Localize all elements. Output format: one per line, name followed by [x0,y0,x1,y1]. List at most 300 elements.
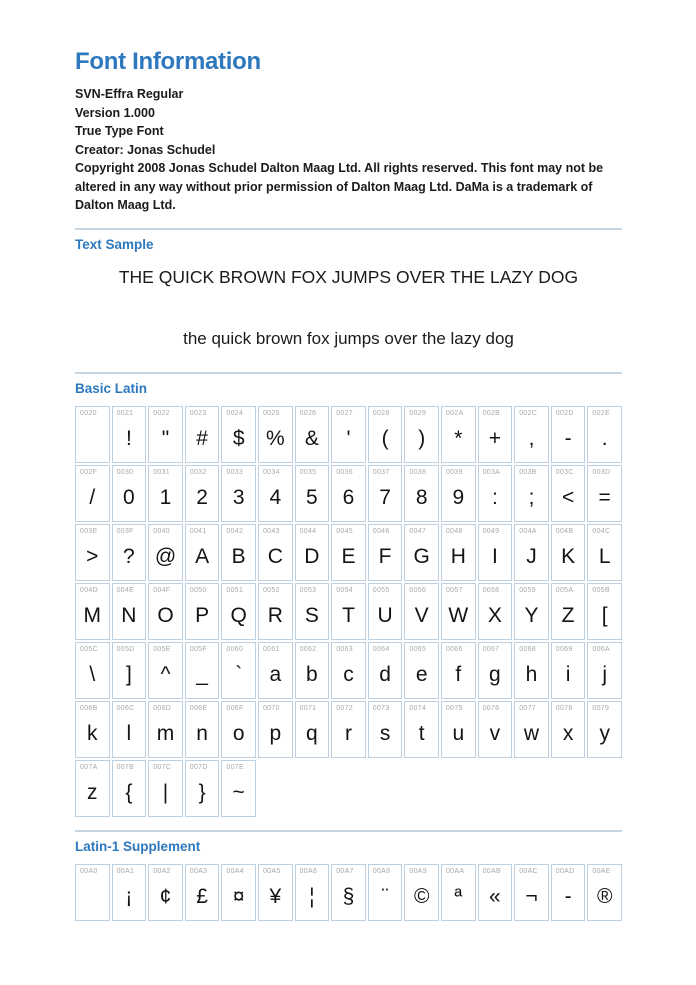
glyph: / [89,486,96,509]
codepoint-label: 0022 [153,409,170,417]
glyph: § [342,885,355,908]
glyph-cell [587,583,622,640]
glyph-cell [148,583,183,640]
codepoint-label: 006D [153,704,172,712]
glyph: ( [381,427,389,450]
glyph: d [379,663,391,686]
codepoint-label: 007E [226,763,244,771]
glyph: ¦ [309,885,315,908]
glyph: Z [561,604,575,627]
glyph: © [413,885,430,908]
glyph: K [561,545,576,568]
codepoint-label: 0028 [372,409,390,417]
glyph: L [598,545,611,568]
codepoint-label: 00A4 [226,867,244,875]
codepoint-label: 0051 [226,586,244,594]
glyph: H [450,545,466,568]
glyph: n [196,722,208,745]
codepoint-label: 006A [592,645,610,653]
glyph-cell [514,642,549,699]
codepoint-label: 0031 [153,468,170,476]
glyph-cell [404,524,439,581]
glyph-cell [75,760,110,817]
glyph-cell [258,583,293,640]
glyph: U [377,604,393,627]
codepoint-label: 0046 [372,527,390,535]
glyph: A [195,545,210,568]
glyph: a [269,663,282,686]
codepoint-label: 006F [226,704,244,712]
codepoint-label: 002F [80,468,98,476]
glyph-cell [75,406,110,463]
glyph: ª [454,885,463,908]
glyph-cell [478,524,513,581]
glyph-cell [368,524,403,581]
codepoint-label: 0030 [116,468,134,476]
glyph: ¨ [381,885,389,908]
codepoint-label: 003D [592,468,611,476]
codepoint-label: 0069 [555,645,573,653]
glyph-cell [441,406,476,463]
glyph-cell [185,864,220,921]
glyph-cell [514,864,549,921]
glyph: ? [123,545,135,568]
glyph: : [491,486,498,509]
glyph: m [156,722,175,745]
glyph-cell [185,642,220,699]
codepoint-label: 00A5 [262,867,281,875]
glyph: 2 [196,486,208,509]
glyph-cell [478,864,513,921]
glyph-cell [441,864,476,921]
glyph-cell [331,642,366,699]
glyph-cell [441,583,476,640]
glyph: v [489,722,501,745]
glyph: c [343,663,354,686]
glyph: + [488,427,502,450]
glyph: O [157,604,174,627]
glyph: r [344,722,352,745]
glyph-cell [258,642,293,699]
glyph-cell [258,701,293,758]
glyph: , [528,427,535,450]
codepoint-label: 00A2 [153,867,171,875]
glyph: i [565,663,571,686]
codepoint-label: 0036 [336,468,353,476]
glyph-cell [331,701,366,758]
section-heading-latin1-supplement: Latin-1 Supplement [75,838,201,854]
glyph-cell [331,864,366,921]
glyph: ¬ [525,885,538,908]
glyph-cell [148,465,183,522]
glyph-cell [185,524,220,581]
glyph-cell [295,406,330,463]
codepoint-label: 007A [80,763,98,771]
glyph-cell [514,583,549,640]
glyph-cell [258,864,293,921]
codepoint-label: 00A7 [336,867,354,875]
codepoint-label: 0075 [445,704,463,712]
section-heading-basic-latin: Basic Latin [75,380,148,396]
glyph-cell [331,583,366,640]
glyph-cell [295,642,330,699]
codepoint-label: 0079 [592,704,610,712]
codepoint-label: 0060 [226,645,244,653]
glyph-cell [368,864,403,921]
glyph-cell [441,701,476,758]
glyph: { [125,781,133,804]
glyph: S [304,604,319,627]
glyph: } [198,781,206,804]
codepoint-label: 0021 [116,409,134,417]
glyph-cell [478,642,513,699]
codepoint-label: 005A [555,586,574,594]
codepoint-label: 005F [189,645,207,653]
glyph: = [598,486,611,509]
glyph: & [304,427,319,450]
codepoint-label: 00A0 [80,867,98,875]
glyph-cell [404,583,439,640]
glyph-cell [75,583,110,640]
codepoint-label: 0067 [482,645,500,653]
glyph: e [415,663,428,686]
glyph-cell [148,406,183,463]
glyph-cell [112,642,147,699]
glyph: # [196,427,208,450]
glyph: ¤ [232,885,245,908]
glyph: 7 [379,486,391,509]
section-heading-text-sample: Text Sample [75,236,154,252]
copyright-text: Copyright 2008 Jonas Schudel Dalton Maag Ltd. All rights reserved. This font may not be altered in any way without prior permission of Dalton Maag Ltd. DaMa is a trademark of Dalton Maag Ltd. [75,161,604,212]
codepoint-label: 00AA [445,867,465,875]
glyph: < [561,486,575,509]
codepoint-label: 002D [555,409,574,417]
glyph: j [602,663,608,686]
glyph: E [341,545,356,568]
glyph: Q [230,604,247,627]
glyph-cell [404,864,439,921]
glyph: - [564,427,572,450]
glyph-cell [221,583,256,640]
glyph-cell [551,524,586,581]
glyph: > [86,545,99,568]
glyph-cell [148,642,183,699]
glyph-cell [587,864,622,921]
codepoint-label: 0044 [299,527,317,535]
codepoint-label: 0070 [262,704,280,712]
codepoint-label: 004A [519,527,537,535]
codepoint-label: 004C [592,527,611,535]
glyph-cell [148,864,183,921]
codepoint-label: 004B [555,527,574,535]
glyph: ) [418,427,426,450]
glyph: ¥ [269,885,282,908]
codepoint-label: 0026 [299,409,317,417]
codepoint-label: 0062 [299,645,317,653]
codepoint-label: 0071 [299,704,317,712]
sample-uppercase: THE QUICK BROWN FOX JUMPS OVER THE LAZY DOG [118,266,579,287]
glyph: \ [89,663,96,686]
codepoint-label: 00A1 [116,867,135,875]
glyph-cell [551,701,586,758]
glyph-cell [185,465,220,522]
glyph: D [304,545,320,568]
glyph-cell [258,524,293,581]
codepoint-label: 006E [189,704,208,712]
codepoint-label: 0043 [262,527,280,535]
codepoint-label: 0059 [519,586,536,594]
codepoint-label: 0032 [189,468,207,476]
glyph-cell [112,864,147,921]
glyph: 0 [123,486,135,509]
glyph: I [491,545,498,568]
codepoint-label: 005B [592,586,610,594]
glyph-cell [441,465,476,522]
codepoint-label: 006B [80,704,98,712]
codepoint-label: 005C [80,645,98,653]
glyph-cell [221,642,256,699]
glyph: « [489,885,501,908]
glyph: " [161,427,170,450]
codepoint-label: 00AC [519,867,538,875]
glyph-cell [112,524,147,581]
codepoint-label: 004E [116,586,135,594]
glyph-cell [295,524,330,581]
glyph-cell [514,524,549,581]
codepoint-label: 005E [153,645,171,653]
glyph-cell [185,760,220,817]
glyph: B [231,545,246,568]
codepoint-label: 006C [116,704,135,712]
codepoint-label: 0039 [445,468,463,476]
codepoint-label: 003B [519,468,537,476]
glyph-cell [112,701,147,758]
codepoint-label: 0055 [372,586,390,594]
glyph: @ [154,545,177,568]
glyph: g [489,663,501,686]
glyph-cell [441,642,476,699]
glyph-cell [404,701,439,758]
codepoint-label: 007C [153,763,172,771]
codepoint-label: 0025 [262,409,280,417]
glyph-cell [112,760,147,817]
glyph: 4 [269,486,282,509]
glyph: M [83,604,102,627]
glyph: 1 [159,486,172,509]
glyph-cell [75,701,110,758]
glyph: % [265,427,285,450]
glyph-cell [112,583,147,640]
glyph: - [564,885,572,908]
codepoint-label: 004D [80,586,98,594]
glyph-cell [75,524,110,581]
codepoint-label: 004F [153,586,171,594]
glyph: ! [125,427,132,450]
glyph: b [306,663,318,686]
codepoint-label: 0047 [409,527,427,535]
glyph: * [454,427,463,450]
glyph: | [162,781,169,804]
glyph: o [232,722,245,745]
codepoint-label: 00AE [592,867,611,875]
glyph: £ [196,885,208,908]
glyph-cell [258,406,293,463]
glyph: X [487,604,502,627]
glyph: Y [524,604,539,627]
codepoint-label: 003C [555,468,574,476]
glyph-cell [75,642,110,699]
glyph: J [526,545,537,568]
glyph-cell [221,465,256,522]
codepoint-label: 0061 [262,645,280,653]
glyph: h [525,663,538,686]
glyph-cell [258,465,293,522]
codepoint-label: 0029 [409,409,427,417]
glyph: R [267,604,283,627]
glyph-cell [75,864,110,921]
glyph-cell [478,406,513,463]
codepoint-label: 0020 [80,409,97,417]
codepoint-label: 0037 [372,468,390,476]
glyph [76,877,109,918]
glyph-cell [404,406,439,463]
glyph-cell [404,642,439,699]
codepoint-label: 0072 [336,704,353,712]
codepoint-label: 0056 [409,586,427,594]
glyph: F [378,545,392,568]
codepoint-label: 007B [116,763,135,771]
glyph-cell [441,524,476,581]
codepoint-label: 0063 [336,645,353,653]
glyph: x [562,722,574,745]
glyph: W [448,604,469,627]
glyph-cell [295,583,330,640]
section-divider [75,372,622,374]
codepoint-label: 002B [482,409,501,417]
codepoint-label: 0033 [226,468,244,476]
codepoint-label: 0049 [482,527,500,535]
glyph: 8 [415,486,428,509]
glyph: ; [528,486,535,509]
glyph: w [523,722,540,745]
codepoint-label: 0027 [336,409,353,417]
codepoint-label: 0041 [189,527,207,535]
codepoint-label: 002E [592,409,610,417]
font-name-line: SVN-Effra Regular [75,87,184,101]
glyph: C [267,545,283,568]
glyph-cell [185,583,220,640]
codepoint-label: 0077 [519,704,536,712]
codepoint-label: 007D [189,763,208,771]
glyph-cell [185,406,220,463]
glyph: f [455,663,462,686]
glyph-cell [221,864,256,921]
codepoint-label: 0068 [519,645,536,653]
codepoint-label: 005D [116,645,135,653]
glyph: q [306,722,318,745]
codepoint-label: 00AD [555,867,575,875]
glyph: N [121,604,137,627]
glyph: u [452,722,465,745]
glyph: G [413,545,430,568]
glyph-cell [185,701,220,758]
codepoint-label: 003A [482,468,501,476]
glyph-cell [148,760,183,817]
glyph: ® [596,885,613,908]
codepoint-label: 0073 [372,704,390,712]
codepoint-label: 0034 [262,468,280,476]
codepoint-label: 003F [116,527,134,535]
codepoint-label: 0024 [226,409,244,417]
glyph-cell [551,583,586,640]
glyph-cell [331,465,366,522]
codepoint-label: 002C [519,409,538,417]
codepoint-label: 002A [445,409,464,417]
codepoint-label: 0042 [226,527,244,535]
codepoint-label: 0065 [409,645,427,653]
codepoint-label: 00A6 [299,867,318,875]
glyph-cell [295,701,330,758]
glyph: ` [235,663,243,686]
codepoint-label: 0057 [445,586,463,594]
glyph-cell [587,701,622,758]
glyph-cell [478,465,513,522]
font-type-line: True Type Font [75,124,164,138]
glyph: 3 [232,486,245,509]
glyph: z [87,781,98,804]
codepoint-label: 00AB [482,867,501,875]
glyph-cell [587,406,622,463]
glyph-cell [221,524,256,581]
codepoint-label: 0023 [189,409,207,417]
glyph: 6 [342,486,355,509]
codepoint-label: 0076 [482,704,500,712]
codepoint-label: 00A9 [409,867,427,875]
glyph-cell [587,524,622,581]
glyph: s [379,722,391,745]
codepoint-label: 0053 [299,586,317,594]
codepoint-label: 003E [80,527,98,535]
glyph-cell [331,406,366,463]
glyph-cell [221,701,256,758]
glyph-cell [368,406,403,463]
section-divider [75,228,622,230]
glyph: . [601,427,608,450]
codepoint-label: 0050 [189,586,207,594]
codepoint-label: 00A3 [189,867,208,875]
glyph-cell [368,583,403,640]
glyph: ' [346,427,351,450]
glyph: 9 [452,486,465,509]
glyph-cell [551,465,586,522]
glyph-cell [551,406,586,463]
codepoint-label: 0035 [299,468,317,476]
glyph [76,419,109,460]
glyph: V [414,604,429,627]
glyph-cell [368,701,403,758]
glyph-cell [221,406,256,463]
glyph: k [87,722,98,745]
font-version-line: Version 1.000 [75,105,155,120]
glyph: P [195,604,210,627]
section-divider [75,830,622,832]
glyph-cell [551,642,586,699]
glyph: 5 [306,486,318,509]
glyph: l [126,722,132,745]
glyph-cell [514,465,549,522]
glyph-cell [331,524,366,581]
glyph-cell [478,701,513,758]
